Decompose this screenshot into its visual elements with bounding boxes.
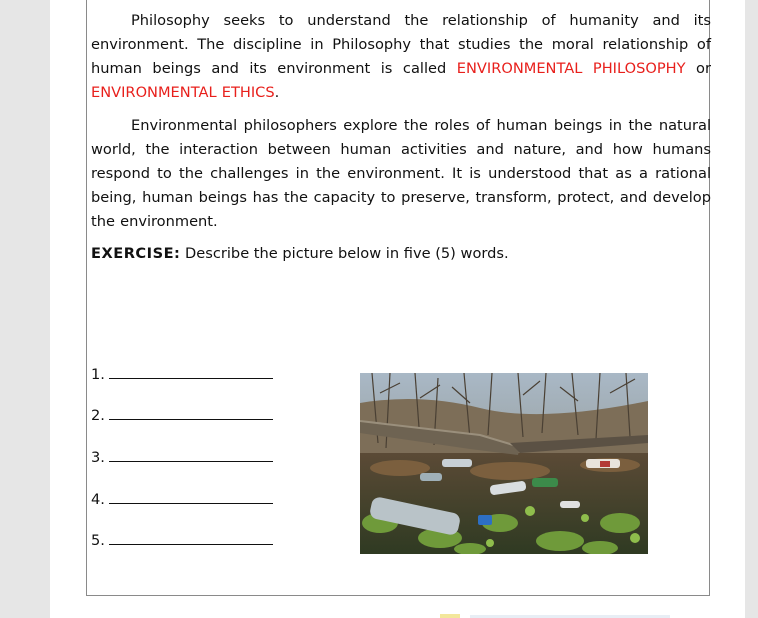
paragraph2-text: Environmental philosophers explore the roles of human beings in the natural world, the interaction between human activities and nature, and how humans respond to the challenges in the environment. It is understood that as a rational being, human beings has the capacity to preserve, transform, protect, and develop the environment. bbox=[91, 117, 711, 230]
answer-blank-line[interactable] bbox=[109, 489, 273, 504]
environmental-philosophers-paragraph bbox=[91, 114, 711, 234]
answer-blank-line[interactable] bbox=[109, 364, 273, 379]
answer-item-5 bbox=[91, 530, 273, 550]
exercise-instruction: Describe the picture below in five (5) words. bbox=[185, 245, 509, 262]
answer-blank-line[interactable] bbox=[109, 405, 273, 420]
answer-number: 3. bbox=[91, 449, 105, 466]
decorative-bottom-stripe bbox=[0, 604, 758, 618]
exercise-line bbox=[91, 242, 711, 266]
intro-text: Philosophy seeks to understand the relationship of humanity and its environment. The discipline in Philosophy that studies the moral relationship of human beings and its environment is called bbox=[91, 12, 711, 77]
intro-paragraph bbox=[91, 9, 711, 105]
answer-number: 4. bbox=[91, 491, 105, 508]
connector-text: or bbox=[685, 60, 711, 77]
term-environmental-philosophy: ENVIRONMENTAL PHILOSOPHY bbox=[456, 60, 686, 77]
document-page bbox=[50, 0, 745, 618]
answer-item-4 bbox=[91, 489, 273, 509]
answer-item-1 bbox=[91, 364, 273, 384]
answer-item-2 bbox=[91, 405, 273, 425]
answer-blank-line[interactable] bbox=[109, 447, 273, 462]
answer-number: 2. bbox=[91, 407, 105, 424]
answer-number: 1. bbox=[91, 366, 105, 383]
answer-number: 5. bbox=[91, 532, 105, 549]
exercise-label: EXERCISE: bbox=[91, 245, 181, 262]
answer-blank-line[interactable] bbox=[109, 530, 273, 545]
answer-item-3 bbox=[91, 447, 273, 467]
term-environmental-ethics: ENVIRONMENTAL ETHICS bbox=[91, 84, 275, 101]
polluted-forest-photo bbox=[360, 373, 648, 554]
intro-end: . bbox=[274, 84, 280, 101]
